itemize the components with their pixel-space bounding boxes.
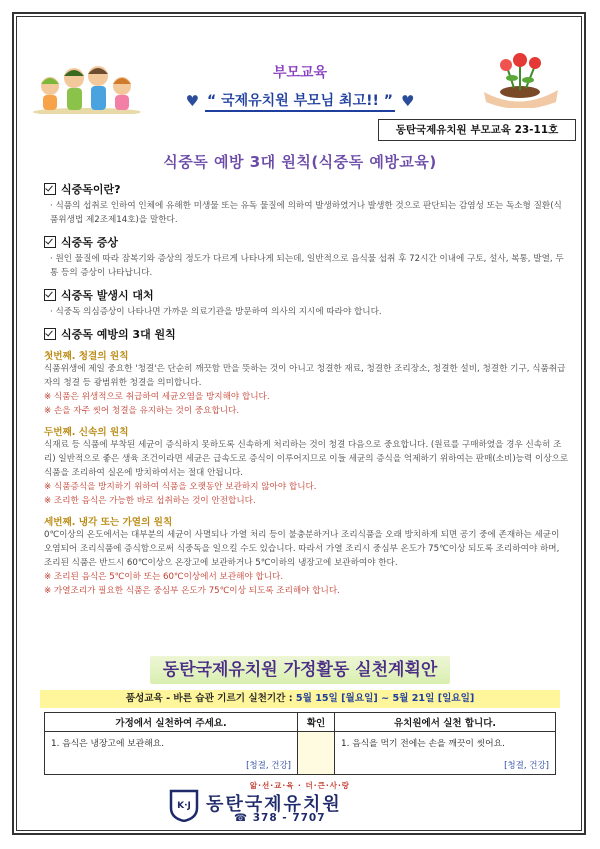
practice-period-bar bbox=[40, 690, 560, 708]
school-logo bbox=[162, 780, 438, 828]
checkbox-icon bbox=[44, 236, 56, 248]
school-practice-cell bbox=[335, 732, 556, 775]
activity-plan-title: 동탄국제유치원 가정활동 실천계획안 bbox=[150, 656, 450, 684]
section-title: 식중독 증상 bbox=[61, 236, 118, 249]
content-area bbox=[44, 174, 570, 598]
main-title: 식중독 예방 3대 원칙(식중독 예방교육) bbox=[163, 153, 437, 171]
checkbox-icon bbox=[44, 328, 56, 340]
school-phone: ☎ 378 - 7707 bbox=[234, 812, 326, 824]
section-title: 식중독 예방의 3대 원칙 bbox=[61, 328, 176, 341]
issue-number-box: 동탄국제유치원 부모교육 23-11호 bbox=[378, 119, 576, 141]
principle-body: 식품위생에 제일 중요한 '청결'은 단순히 깨끗함 만을 뜻하는 것이 아니고 청결한 재료, 청결한 조리장소, 청결한 설비, 청결한 기구, 식품취급자의 청결 등 광범위한 청결을 의미합니다. bbox=[44, 364, 566, 388]
principle-note: ※ 식품증식을 방지하기 위하여 식품을 오랫동안 보관하지 않아야 합니다. bbox=[44, 482, 317, 492]
column-header-school: 유치원에서 실천 합니다. bbox=[335, 713, 556, 732]
school-name: 동탄국제유치원 bbox=[206, 794, 342, 815]
principle-note: ※ 식품은 위생적으로 취급하여 세균오염을 방지해야 합니다. bbox=[44, 392, 270, 402]
principle-block bbox=[44, 348, 570, 418]
principle-note: ※ 가열조리가 필요한 식품은 중심부 온도가 75℃이상 되도록 조리해야 합니다. bbox=[44, 586, 340, 596]
principle-body: 0℃이상의 온도에서는 대부분의 세균이 사멸되나 가열 처리 등이 불충분하거나 조리식품을 오래 방치하게 되면 공기 중에 존재하는 세균이 오염되어 조리식품에 증식함으로써 식중독을 일으킬 수도 있습니다. 따라서 가열 조리시 중심부 온도가 75℃이상 되도록 조리하여야 하며, 조리된 식품은 반드시 60℃이상으 온장고에 보관하거나 5℃이하의 냉장고에 보관하여야 한다. bbox=[44, 530, 560, 568]
section-body: · 식중독 의심증상이 나타나면 가까운 의료기관을 방문하여 의사의 지시에 따라야 합니다. bbox=[50, 307, 382, 317]
school-practice-tag: [청결, 건강] bbox=[504, 761, 549, 771]
section bbox=[44, 234, 570, 280]
home-practice-item: 1. 음식은 냉장고에 보관해요. bbox=[51, 739, 165, 749]
principle-block bbox=[44, 514, 570, 598]
principle-title: 첫번째. 청결의 원칙 bbox=[44, 351, 129, 362]
home-practice-tag: [청결, 건강] bbox=[246, 761, 291, 771]
principle-title: 두번째. 신속의 원칙 bbox=[44, 427, 129, 438]
principle-block bbox=[44, 424, 570, 508]
principle-note: ※ 조리된 음식은 5℃이하 또는 60℃이상에서 보관해야 합니다. bbox=[44, 572, 284, 582]
period-dates: 5월 15일 [월요일] ~ 5월 21일 [일요일] bbox=[295, 693, 475, 704]
section bbox=[44, 181, 570, 227]
practice-checklist-table bbox=[44, 712, 556, 775]
section-heading bbox=[44, 287, 570, 303]
section-title: 식중독이란? bbox=[61, 183, 121, 196]
section bbox=[44, 287, 570, 319]
confirm-checkbox-cell[interactable] bbox=[298, 732, 335, 775]
section-heading bbox=[44, 326, 570, 342]
table-header-row bbox=[45, 713, 556, 732]
column-header-confirm: 확인 bbox=[298, 713, 335, 732]
header-title: “ 국제유치원 부모님 최고!! ” bbox=[205, 90, 395, 112]
school-emblem-icon bbox=[168, 788, 200, 822]
principle-title: 세번째. 냉각 또는 가열의 원칙 bbox=[44, 517, 173, 528]
principle-body: 식재료 등 식품에 부착된 세균이 증식하지 못하도록 신속하게 처리하는 것이 청결 다음으로 중요합니다. (원료를 구매하였을 경우 신속히 조리) 일반적으로 좋은 생육 조건이라면 세균은 급속도로 증식이 이루어지므로 이들 세균의 증식을 억제하기 위하여는 판매(소비)능력 이상으로 식품을 조리하여 실온에 방치하여서는 절대 안됩니다. bbox=[44, 440, 569, 478]
section bbox=[44, 326, 570, 342]
logo-slogan: 앎·선·교·육 · 더·큰·사·랑 bbox=[249, 781, 351, 790]
section-title: 식중독 발생시 대처 bbox=[61, 289, 154, 302]
section-heading bbox=[44, 234, 570, 250]
principle-note: ※ 손을 자주 씻어 청결을 유지하는 것이 중요합니다. bbox=[44, 406, 240, 416]
checkbox-icon bbox=[44, 183, 56, 195]
svg-text:K·J: K·J bbox=[177, 801, 191, 811]
section-body: · 원인 물질에 따라 잠복기와 증상의 정도가 다르게 나타나게 되는데, 일반적으로 음식물 섭취 후 72시간 이내에 구토, 설사, 복통, 발열, 두통 등의 증상이 나타납니다. bbox=[50, 254, 564, 278]
section-heading bbox=[44, 181, 570, 197]
column-header-home: 가정에서 실천하여 주세요. bbox=[45, 713, 298, 732]
checkbox-icon bbox=[44, 289, 56, 301]
header-title-row bbox=[150, 88, 450, 114]
table-row bbox=[45, 732, 556, 775]
school-practice-item: 1. 음식을 먹기 전에는 손을 깨끗이 씻어요. bbox=[341, 739, 505, 749]
heart-icon: ♥ bbox=[400, 92, 415, 110]
principle-note: ※ 조리한 음식은 가능한 바로 섭취하는 것이 안전합니다. bbox=[44, 496, 256, 506]
header-kicker: 부모교육 bbox=[272, 65, 328, 81]
period-label: 품성교육 - 바른 습관 기르기 실천기간 : bbox=[125, 693, 293, 704]
heart-icon: ♥ bbox=[185, 92, 200, 110]
section-body: · 식품의 섭취로 인하여 인체에 유해한 미생물 또는 유독 물질에 의하여 발생하였거나 발생한 것으로 판단되는 감염성 또는 독소형 질환(식품위생법 제2조제14호)을 말한다. bbox=[50, 201, 562, 225]
home-practice-cell bbox=[45, 732, 298, 775]
